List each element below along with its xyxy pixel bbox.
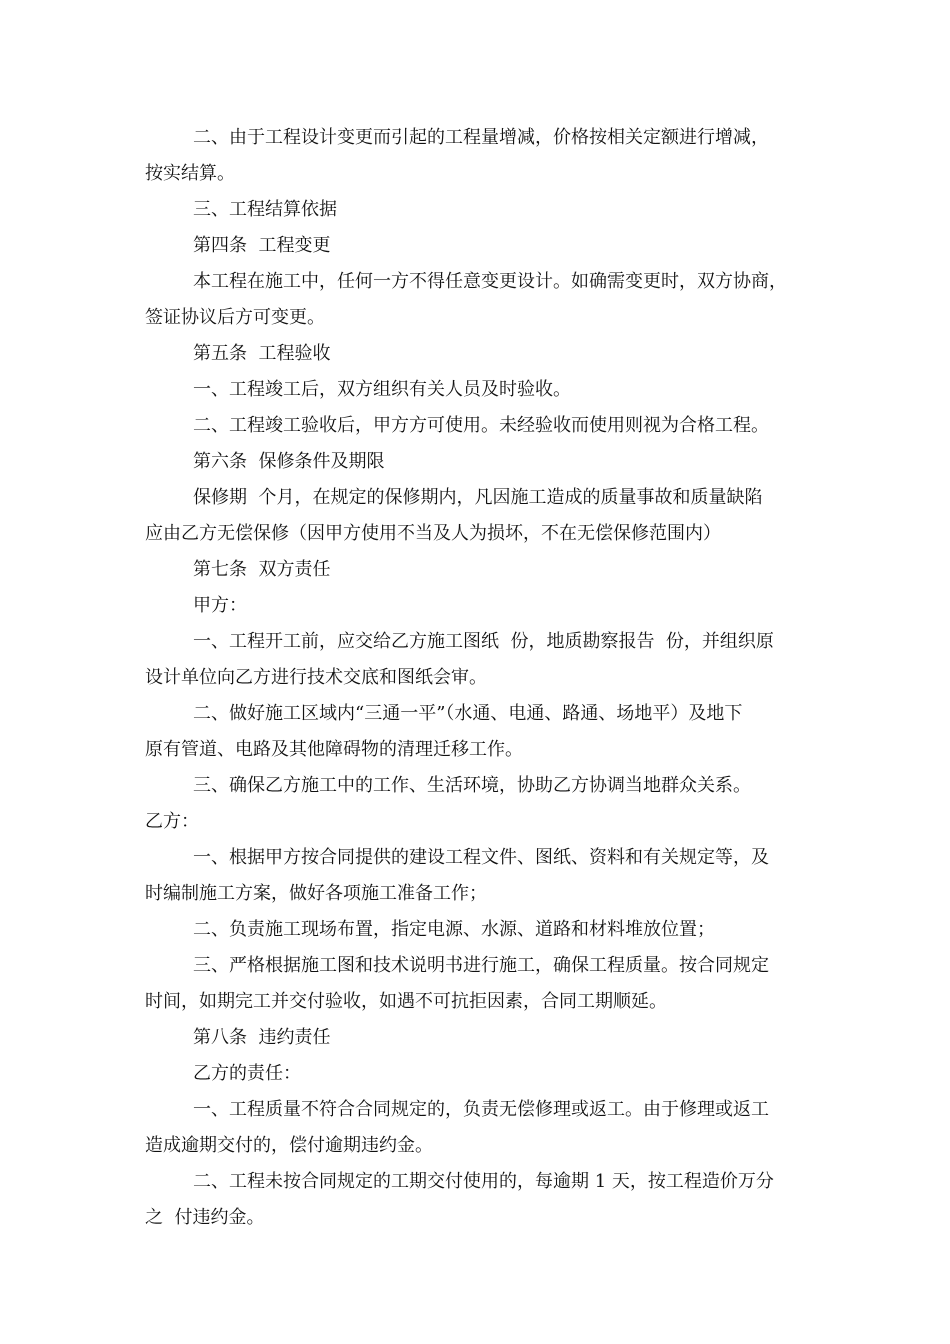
paragraph-line: 本工程在施工中，任何一方不得任意变更设计。如确需变更时，双方协商， [193,271,787,292]
paragraph-line: 第六条 保修条件及期限 [193,451,385,472]
paragraph-line: 三、确保乙方施工中的工作、生活环境，协助乙方协调当地群众关系。 [193,775,751,796]
paragraph-line: 原有管道、电路及其他障碍物的清理迁移工作。 [145,739,523,760]
paragraph-line: 第五条 工程验收 [193,343,331,364]
paragraph-line: 乙方的责任： [193,1063,301,1084]
paragraph-line: 造成逾期交付的，偿付逾期违约金。 [145,1135,433,1156]
paragraph-line: 第八条 违约责任 [193,1027,331,1048]
paragraph-line: 应由乙方无偿保修（因甲方使用不当及人为损坏，不在无偿保修范围内） [145,523,721,544]
paragraph-line: 一、工程开工前，应交给乙方施工图纸 份，地质勘察报告 份，并组织原 [193,631,774,652]
paragraph-line: 一、工程质量不符合合同规定的，负责无偿修理或返工。由于修理或返工 [193,1099,769,1120]
paragraph-line: 三、严格根据施工图和技术说明书进行施工，确保工程质量。按合同规定 [193,955,769,976]
paragraph-line: 二、由于工程设计变更而引起的工程量增减，价格按相关定额进行增减， [193,127,769,148]
paragraph-line: 二、负责施工现场布置，指定电源、水源、道路和材料堆放位置； [193,919,715,940]
paragraph-line: 时编制施工方案，做好各项施工准备工作； [145,883,487,904]
paragraph-line: 甲方： [193,595,247,616]
paragraph-line: 二、工程未按合同规定的工期交付使用的，每逾期 1 天，按工程造价万分 [193,1171,774,1192]
paragraph-line: 一、根据甲方按合同提供的建设工程文件、图纸、资料和有关规定等，及 [193,847,769,868]
paragraph-line: 第四条 工程变更 [193,235,331,256]
paragraph-line: 签证协议后方可变更。 [145,307,325,328]
paragraph-line: 保修期 个月，在规定的保修期内，凡因施工造成的质量事故和质量缺陷 [193,487,763,508]
paragraph-line: 三、工程结算依据 [193,199,337,220]
paragraph-line: 第七条 双方责任 [193,559,331,580]
paragraph-line: 一、工程竣工后，双方组织有关人员及时验收。 [193,379,571,400]
paragraph-line: 按实结算。 [145,163,235,184]
paragraph-line: 设计单位向乙方进行技术交底和图纸会审。 [145,667,487,688]
paragraph-line: 二、做好施工区域内“三通一平”（水通、电通、路通、场地平）及地下 [193,703,743,724]
contract-text [145,120,810,1236]
paragraph-line: 之 付违约金。 [145,1207,265,1228]
paragraph-line: 二、工程竣工验收后，甲方方可使用。未经验收而使用则视为合格工程。 [193,415,769,436]
paragraph-line: 乙方： [145,811,199,832]
paragraph-line: 时间，如期完工并交付验收，如遇不可抗拒因素，合同工期顺延。 [145,991,667,1012]
